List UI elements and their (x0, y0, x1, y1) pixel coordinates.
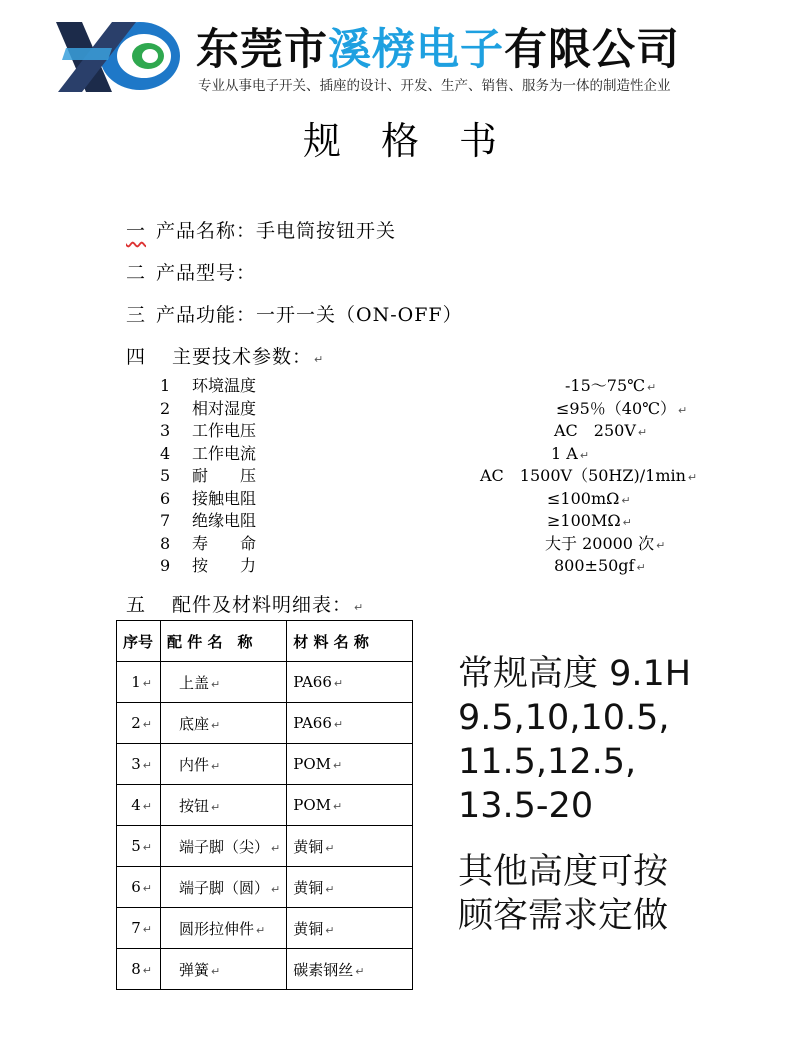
cell-no: 5 ↵ (117, 826, 161, 867)
cell-material: 黄铜 ↵ (287, 908, 413, 949)
paragraph-mark: ↵ (636, 561, 646, 574)
param-name: 按 力 (192, 556, 257, 575)
param-row (160, 465, 256, 487)
header-no: 序号 (117, 621, 161, 662)
param-number: 5 (160, 466, 171, 485)
param-value: ≤100mΩ ↵ (547, 488, 631, 508)
section-product-function: 三 产品功能：一开一关（ON-OFF） (126, 304, 463, 326)
cell-no: 6 ↵ (117, 867, 161, 908)
section-product-name: 一 产品名称：手电筒按钮开关 (126, 220, 397, 242)
param-number: 4 (160, 443, 171, 463)
paragraph-mark: ↵ (687, 471, 698, 484)
cell-material: POM ↵ (287, 744, 413, 785)
section-product-model: 二 产品型号： (126, 262, 257, 284)
param-row (160, 488, 256, 510)
param-row (160, 555, 256, 577)
cell-no: 3 ↵ (117, 744, 161, 785)
paragraph-mark: ↵ (579, 448, 590, 462)
param-name: 绝缘电阻 (192, 511, 257, 530)
table-row (117, 744, 413, 785)
table-row (117, 867, 413, 908)
table-row (117, 703, 413, 744)
param-name: 耐 压 (192, 466, 257, 485)
param-number: 6 (160, 488, 171, 508)
cell-part: 内件 ↵ (161, 744, 287, 785)
section-tech-params: 四 主要技术参数： ↵ (126, 346, 325, 368)
section-parts-table: 五 配件及材料明细表： ↵ (126, 594, 365, 616)
cell-material: PA66 ↵ (287, 703, 413, 744)
param-name: 工作电流 (192, 443, 257, 463)
param-row (160, 533, 256, 555)
paragraph-mark: ↵ (621, 493, 631, 507)
param-name: 相对湿度 (192, 398, 257, 418)
param-value: AC 250V ↵ (554, 421, 648, 440)
paragraph-mark: ↵ (656, 538, 666, 552)
param-row (160, 443, 256, 465)
company-slogan: 专业从事电子开关、插座的设计、开发、生产、销售、服务为一体的制造性企业 (198, 78, 671, 94)
cell-material: 碳素钢丝 ↵ (287, 949, 413, 990)
note-line: 常规高度 9.1H (458, 654, 692, 694)
cell-part: 圆形拉伸件 ↵ (161, 908, 287, 949)
param-row (160, 510, 256, 532)
paragraph-mark: ↵ (622, 516, 632, 529)
param-name: 寿 命 (192, 533, 257, 553)
table-row (117, 949, 413, 990)
param-value: AC 1500V（50HZ)/1min ↵ (480, 466, 698, 485)
cell-part: 底座 ↵ (161, 703, 287, 744)
custom-note (458, 850, 668, 938)
param-number: 9 (160, 556, 171, 575)
table-header-row (117, 621, 413, 662)
note-line: 9.5,10,10.5, (458, 698, 670, 738)
cell-no: 2 ↵ (117, 703, 161, 744)
param-number: 7 (160, 511, 171, 530)
param-number: 2 (160, 398, 171, 418)
note-line: 11.5,12.5, (458, 742, 637, 782)
cell-no: 1 ↵ (117, 662, 161, 703)
cell-part: 按钮 ↵ (161, 785, 287, 826)
param-name: 工作电压 (192, 421, 257, 440)
cell-part: 弹簧 ↵ (161, 949, 287, 990)
param-value: 800±50gf ↵ (554, 556, 646, 575)
param-number: 1 (160, 376, 171, 395)
param-value: -15～75℃ ↵ (565, 376, 657, 395)
table-row (117, 785, 413, 826)
table-row (117, 662, 413, 703)
paragraph-mark: ↵ (637, 426, 648, 439)
cell-material: 黄铜 ↵ (287, 826, 413, 867)
note-line: 13.5-20 (458, 786, 594, 826)
param-name: 接触电阻 (192, 488, 257, 508)
cell-no: 4 ↵ (117, 785, 161, 826)
param-value: 大于 20000 次 ↵ (545, 533, 666, 553)
cell-material: POM ↵ (287, 785, 413, 826)
note-line: 顾客需求定做 (458, 896, 669, 936)
header-material: 材 料 名 称 (287, 621, 413, 662)
height-note (458, 652, 691, 828)
param-value: ≤95％（40℃） ↵ (556, 398, 688, 418)
company-name: 东莞市溪榜电子有限公司 (196, 25, 680, 75)
param-row (160, 398, 256, 420)
param-name: 环境温度 (192, 376, 257, 395)
paragraph-mark: ↵ (647, 381, 657, 394)
cell-no: 8 ↵ (117, 949, 161, 990)
param-row (160, 375, 256, 397)
cell-part: 端子脚（圆） ↵ (161, 867, 287, 908)
cell-part: 端子脚（尖） ↵ (161, 826, 287, 867)
param-number: 8 (160, 533, 171, 553)
param-row (160, 420, 256, 442)
cell-material: 黄铜 ↵ (287, 867, 413, 908)
note-line: 其他高度可按 (458, 852, 669, 892)
parts-table (116, 620, 413, 990)
cell-material: PA66 ↵ (287, 662, 413, 703)
cell-part: 上盖 ↵ (161, 662, 287, 703)
paragraph-mark: ↵ (678, 403, 688, 417)
company-logo (52, 18, 184, 96)
param-value: ≥100MΩ ↵ (547, 511, 632, 530)
param-number: 3 (160, 421, 171, 440)
table-row (117, 826, 413, 867)
table-row (117, 908, 413, 949)
cell-no: 7 ↵ (117, 908, 161, 949)
header-part: 配 件 名 称 (161, 621, 287, 662)
document-title: 规格书 (302, 119, 537, 163)
param-value: 1 A ↵ (551, 443, 590, 463)
